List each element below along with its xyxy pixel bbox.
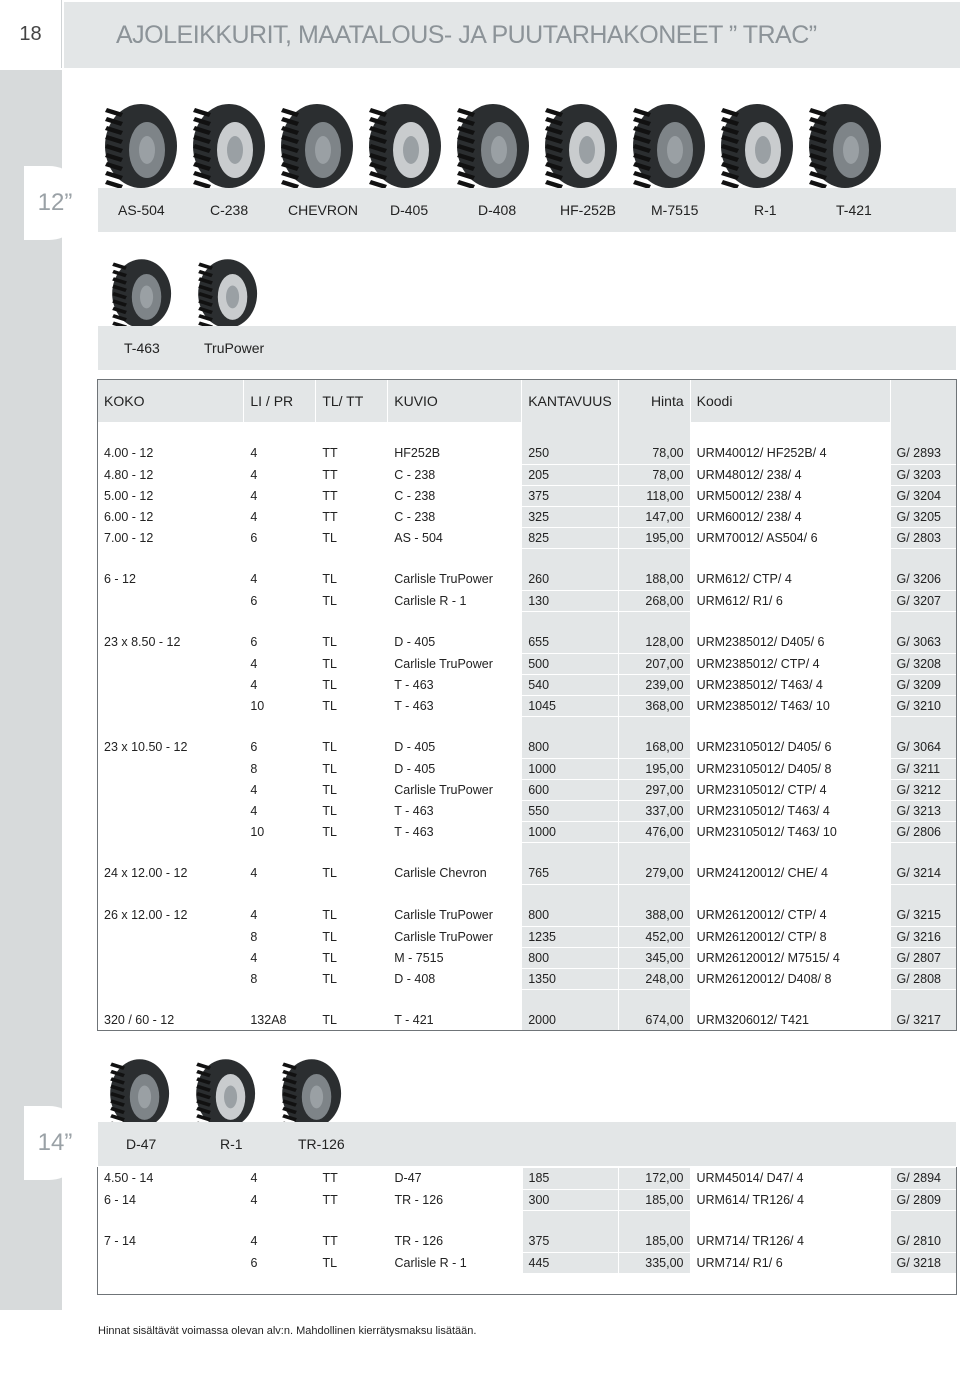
cell-hinta: 168,00 — [618, 737, 690, 758]
cell-koodi: URM26120012/ CTP/ 4 — [690, 905, 890, 926]
cell-hinta: 118,00 — [618, 485, 690, 506]
cell-li: 10 — [244, 821, 316, 842]
cell-tt: TT — [316, 1231, 388, 1252]
cell-kant: 765 — [522, 863, 619, 884]
cell-tt: TL — [316, 779, 388, 800]
cell-koodi: URM60012/ 238/ 4 — [690, 506, 890, 527]
cell-tt: TT — [316, 506, 388, 527]
cell-hinta: 185,00 — [618, 1231, 690, 1252]
cell-kant: 250 — [522, 443, 619, 464]
cell-li: 6 — [244, 590, 316, 611]
cell-hinta: 345,00 — [618, 947, 690, 968]
tire-photo — [186, 256, 266, 328]
cell-kant: 655 — [522, 632, 619, 653]
pattern-labels-row2 — [98, 326, 956, 370]
cell-tt: TL — [316, 653, 388, 674]
cell-kant: 800 — [522, 905, 619, 926]
cell-g: G/ 3207 — [890, 590, 956, 611]
cell-hinta: 368,00 — [618, 695, 690, 716]
cell-kuvio: D - 405 — [388, 632, 522, 653]
cell-koko: 4.00 - 12 — [98, 443, 244, 464]
cell-tt: TL — [316, 863, 388, 884]
cell-tt: TL — [316, 821, 388, 842]
cell-kant: 1235 — [522, 926, 619, 947]
tire-photo — [100, 256, 180, 328]
footnote: Hinnat sisältävät voimassa olevan alv:n. Mahdollinen kierrätysmaksu lisätään. — [98, 1325, 477, 1337]
cell-koodi: URM2385012/ T463/ 10 — [690, 695, 890, 716]
cell-tt: TT — [316, 1168, 388, 1189]
cell-koodi: URM26120012/ D408/ 8 — [690, 968, 890, 989]
cell-g: G/ 2809 — [890, 1189, 956, 1210]
cell-kuvio: D-47 — [388, 1168, 522, 1189]
cell-koko: 6 - 12 — [98, 569, 244, 590]
cell-kant: 1000 — [522, 758, 619, 779]
cell-koodi: URM40012/ HF252B/ 4 — [690, 443, 890, 464]
cell-tt: TL — [316, 968, 388, 989]
cell-g: G/ 2893 — [890, 443, 956, 464]
cell-kant: 825 — [522, 527, 619, 548]
page-number: 18 — [0, 0, 62, 68]
cell-koko: 7.00 - 12 — [98, 527, 244, 548]
pattern-label: R-1 — [220, 1136, 243, 1152]
cell-g: G/ 3211 — [890, 758, 956, 779]
cell-hinta: 207,00 — [618, 653, 690, 674]
cell-li: 8 — [244, 926, 316, 947]
tire-photo — [714, 100, 796, 188]
cell-kant: 300 — [522, 1189, 618, 1210]
cell-hinta: 78,00 — [618, 443, 690, 464]
cell-g: G/ 3214 — [890, 863, 956, 884]
cell-hinta: 195,00 — [618, 527, 690, 548]
cell-koodi: URM2385012/ T463/ 4 — [690, 674, 890, 695]
cell-kuvio: Carlisle TruPower — [388, 926, 522, 947]
cell-tt: TT — [316, 1189, 388, 1210]
cell-tt: TL — [316, 590, 388, 611]
cell-li: 4 — [244, 464, 316, 485]
cell-koodi: URM23105012/ T463/ 10 — [690, 821, 890, 842]
cell-li: 4 — [244, 485, 316, 506]
cell-g: G/ 2806 — [890, 821, 956, 842]
cell-li: 4 — [244, 905, 316, 926]
cell-hinta: 476,00 — [618, 821, 690, 842]
cell-koodi: URM70012/ AS504/ 6 — [690, 527, 890, 548]
cell-koko: 26 x 12.00 - 12 — [98, 905, 244, 926]
cell-tt: TT — [316, 485, 388, 506]
cell-koodi: URM23105012/ T463/ 4 — [690, 800, 890, 821]
pattern-label: C-238 — [210, 202, 249, 218]
cell-koodi: URM2385012/ D405/ 6 — [690, 632, 890, 653]
cell-kuvio: AS - 504 — [388, 527, 522, 548]
cell-kuvio: T - 463 — [388, 674, 522, 695]
cell-li: 10 — [244, 695, 316, 716]
tire-photo — [98, 100, 180, 188]
pattern-label: T-421 — [836, 202, 872, 218]
cell-kant: 185 — [522, 1168, 618, 1189]
cell-koodi: URM24120012/ CHE/ 4 — [690, 863, 890, 884]
cell-g: G/ 2894 — [890, 1168, 956, 1189]
cell-kuvio: Carlisle TruPower — [388, 569, 522, 590]
page-title: AJOLEIKKURIT, MAATALOUS- JA PUUTARHAKONEET ” TRAC” — [64, 2, 960, 68]
cell-hinta: 279,00 — [618, 863, 690, 884]
column-header: KUVIO — [388, 380, 522, 422]
cell-hinta: 388,00 — [618, 905, 690, 926]
cell-li: 6 — [244, 737, 316, 758]
tire-photo — [98, 1056, 178, 1128]
cell-li: 4 — [244, 653, 316, 674]
cell-kuvio: Carlisle TruPower — [388, 905, 522, 926]
cell-kant: 800 — [522, 947, 619, 968]
cell-kant: 260 — [522, 569, 619, 590]
cell-li: 4 — [244, 674, 316, 695]
pattern-label: T-463 — [124, 340, 160, 356]
cell-hinta: 674,00 — [618, 1010, 690, 1031]
cell-tt: TL — [316, 695, 388, 716]
cell-koodi: URM612/ CTP/ 4 — [690, 569, 890, 590]
cell-koko: 6 - 14 — [98, 1189, 244, 1210]
pattern-label: CHEVRON — [288, 202, 359, 218]
cell-kant: 800 — [522, 737, 619, 758]
column-header: TL/ TT — [316, 380, 388, 422]
pattern-label: TruPower — [204, 340, 265, 356]
cell-li: 132A8 — [244, 1010, 316, 1031]
size-label-14: 14” — [24, 1106, 86, 1180]
cell-g: G/ 3208 — [890, 653, 956, 674]
cell-li: 4 — [244, 1168, 316, 1189]
cell-kuvio: C - 238 — [388, 464, 522, 485]
cell-koko: 320 / 60 - 12 — [98, 1010, 244, 1031]
cell-tt: TL — [316, 800, 388, 821]
cell-kuvio: T - 463 — [388, 821, 522, 842]
cell-g: G/ 3204 — [890, 485, 956, 506]
cell-g: G/ 2807 — [890, 947, 956, 968]
cell-kant: 600 — [522, 779, 619, 800]
cell-koodi: URM50012/ 238/ 4 — [690, 485, 890, 506]
cell-kant: 375 — [522, 485, 619, 506]
cell-koodi: URM26120012/ CTP/ 8 — [690, 926, 890, 947]
cell-hinta: 147,00 — [618, 506, 690, 527]
cell-koodi: URM26120012/ M7515/ 4 — [690, 947, 890, 968]
cell-tt: TL — [316, 527, 388, 548]
table-frame-12 — [97, 379, 957, 1031]
cell-kant: 2000 — [522, 1010, 619, 1031]
cell-hinta: 297,00 — [618, 779, 690, 800]
column-header: LI / PR — [244, 380, 316, 422]
pattern-label: M-7515 — [651, 202, 699, 218]
cell-g: G/ 3216 — [890, 926, 956, 947]
cell-li: 6 — [244, 527, 316, 548]
cell-g: G/ 3209 — [890, 674, 956, 695]
cell-hinta: 188,00 — [618, 569, 690, 590]
cell-koodi: URM23105012/ CTP/ 4 — [690, 779, 890, 800]
cell-koodi: URM714/ R1/ 6 — [690, 1252, 890, 1273]
cell-kant: 130 — [522, 590, 619, 611]
cell-kant: 325 — [522, 506, 619, 527]
cell-g: G/ 2808 — [890, 968, 956, 989]
cell-li: 4 — [244, 1231, 316, 1252]
tire-photos-row3 — [98, 1056, 350, 1128]
cell-kant: 205 — [522, 464, 619, 485]
cell-kuvio: Carlisle TruPower — [388, 779, 522, 800]
tire-photo — [626, 100, 708, 188]
cell-g: G/ 3212 — [890, 779, 956, 800]
pattern-label: D-47 — [126, 1136, 157, 1152]
tire-photo — [186, 100, 268, 188]
tire-photo — [362, 100, 444, 188]
cell-g: G/ 3215 — [890, 905, 956, 926]
cell-koko: 6.00 - 12 — [98, 506, 244, 527]
cell-hinta: 239,00 — [618, 674, 690, 695]
cell-hinta: 78,00 — [618, 464, 690, 485]
cell-koko: 4.50 - 14 — [98, 1168, 244, 1189]
cell-hinta: 248,00 — [618, 968, 690, 989]
cell-tt: TL — [316, 1252, 388, 1273]
cell-tt: TT — [316, 443, 388, 464]
column-header: Koodi — [690, 380, 890, 422]
cell-g: G/ 3205 — [890, 506, 956, 527]
cell-hinta: 172,00 — [618, 1168, 690, 1189]
cell-kuvio: TR - 126 — [388, 1189, 522, 1210]
cell-li: 6 — [244, 1252, 316, 1273]
cell-g: G/ 3203 — [890, 464, 956, 485]
pattern-label: HF-252B — [560, 202, 617, 218]
size-label-12: 12” — [24, 166, 86, 240]
cell-tt: TL — [316, 947, 388, 968]
column-header: KOKO — [98, 380, 244, 422]
tire-photo — [184, 1056, 264, 1128]
cell-tt: TL — [316, 737, 388, 758]
cell-kuvio: TR - 126 — [388, 1231, 522, 1252]
cell-kuvio: Carlisle R - 1 — [388, 1252, 522, 1273]
pattern-label: D-405 — [390, 202, 429, 218]
cell-li: 8 — [244, 968, 316, 989]
cell-li: 4 — [244, 443, 316, 464]
cell-li: 4 — [244, 506, 316, 527]
cell-g: G/ 3213 — [890, 800, 956, 821]
cell-li: 4 — [244, 1189, 316, 1210]
tire-photo — [270, 1056, 350, 1128]
table-frame-14 — [97, 1167, 957, 1295]
cell-hinta: 268,00 — [618, 590, 690, 611]
tire-photo — [274, 100, 356, 188]
cell-g: G/ 3064 — [890, 737, 956, 758]
cell-kant: 375 — [522, 1231, 618, 1252]
cell-hinta: 195,00 — [618, 758, 690, 779]
cell-li: 4 — [244, 779, 316, 800]
cell-tt: TL — [316, 758, 388, 779]
cell-kuvio: T - 463 — [388, 800, 522, 821]
cell-kuvio: Carlisle R - 1 — [388, 590, 522, 611]
cell-kuvio: Carlisle Chevron — [388, 863, 522, 884]
pattern-label: D-408 — [478, 202, 517, 218]
cell-kuvio: D - 408 — [388, 968, 522, 989]
cell-li: 6 — [244, 632, 316, 653]
cell-kuvio: T - 463 — [388, 695, 522, 716]
cell-koko: 23 x 10.50 - 12 — [98, 737, 244, 758]
pattern-label: R-1 — [754, 202, 777, 218]
column-header: Hinta — [618, 380, 690, 422]
cell-koko: 24 x 12.00 - 12 — [98, 863, 244, 884]
cell-koodi: URM614/ TR126/ 4 — [690, 1189, 890, 1210]
cell-koko: 7 - 14 — [98, 1231, 244, 1252]
cell-g: G/ 3218 — [890, 1252, 956, 1273]
cell-koko: 23 x 8.50 - 12 — [98, 632, 244, 653]
cell-g: G/ 3217 — [890, 1010, 956, 1031]
cell-hinta: 185,00 — [618, 1189, 690, 1210]
cell-li: 4 — [244, 569, 316, 590]
pattern-labels-row3 — [98, 1122, 956, 1166]
cell-kuvio: Carlisle TruPower — [388, 653, 522, 674]
cell-hinta: 452,00 — [618, 926, 690, 947]
cell-kuvio: HF252B — [388, 443, 522, 464]
cell-koko: 4.80 - 12 — [98, 464, 244, 485]
cell-kuvio: D - 405 — [388, 758, 522, 779]
tire-photos-row1 — [98, 100, 884, 188]
cell-kant: 445 — [522, 1252, 618, 1273]
pattern-label: TR-126 — [298, 1136, 345, 1152]
cell-g: G/ 3210 — [890, 695, 956, 716]
cell-kuvio: M - 7515 — [388, 947, 522, 968]
cell-kant: 550 — [522, 800, 619, 821]
cell-tt: TL — [316, 569, 388, 590]
cell-kuvio: T - 421 — [388, 1010, 522, 1031]
cell-koodi: URM714/ TR126/ 4 — [690, 1231, 890, 1252]
cell-koodi: URM45014/ D47/ 4 — [690, 1168, 890, 1189]
cell-kuvio: C - 238 — [388, 506, 522, 527]
cell-tt: TL — [316, 1010, 388, 1031]
cell-g: G/ 2810 — [890, 1231, 956, 1252]
cell-kuvio: D - 405 — [388, 737, 522, 758]
cell-tt: TL — [316, 926, 388, 947]
tire-photos-row2 — [100, 256, 266, 328]
cell-g: G/ 3063 — [890, 632, 956, 653]
cell-hinta: 128,00 — [618, 632, 690, 653]
cell-g: G/ 2803 — [890, 527, 956, 548]
cell-koodi: URM2385012/ CTP/ 4 — [690, 653, 890, 674]
pattern-labels-row1 — [98, 188, 956, 232]
cell-tt: TL — [316, 632, 388, 653]
cell-li: 4 — [244, 947, 316, 968]
cell-tt: TT — [316, 464, 388, 485]
cell-koodi: URM23105012/ D405/ 8 — [690, 758, 890, 779]
cell-koodi: URM48012/ 238/ 4 — [690, 464, 890, 485]
cell-li: 4 — [244, 863, 316, 884]
tire-photo — [450, 100, 532, 188]
cell-kuvio: C - 238 — [388, 485, 522, 506]
cell-kant: 1000 — [522, 821, 619, 842]
cell-hinta: 337,00 — [618, 800, 690, 821]
cell-kant: 540 — [522, 674, 619, 695]
tire-photo — [538, 100, 620, 188]
cell-li: 4 — [244, 800, 316, 821]
cell-tt: TL — [316, 905, 388, 926]
cell-koodi: URM23105012/ D405/ 6 — [690, 737, 890, 758]
cell-kant: 1350 — [522, 968, 619, 989]
cell-koko: 5.00 - 12 — [98, 485, 244, 506]
cell-hinta: 335,00 — [618, 1252, 690, 1273]
cell-g: G/ 3206 — [890, 569, 956, 590]
cell-li: 8 — [244, 758, 316, 779]
cell-kant: 1045 — [522, 695, 619, 716]
cell-koodi: URM3206012/ T421 — [690, 1010, 890, 1031]
cell-tt: TL — [316, 674, 388, 695]
tire-photo — [802, 100, 884, 188]
column-header: KANTAVUUS — [522, 380, 619, 422]
pattern-label: AS-504 — [118, 202, 165, 218]
cell-kant: 500 — [522, 653, 619, 674]
cell-koodi: URM612/ R1/ 6 — [690, 590, 890, 611]
